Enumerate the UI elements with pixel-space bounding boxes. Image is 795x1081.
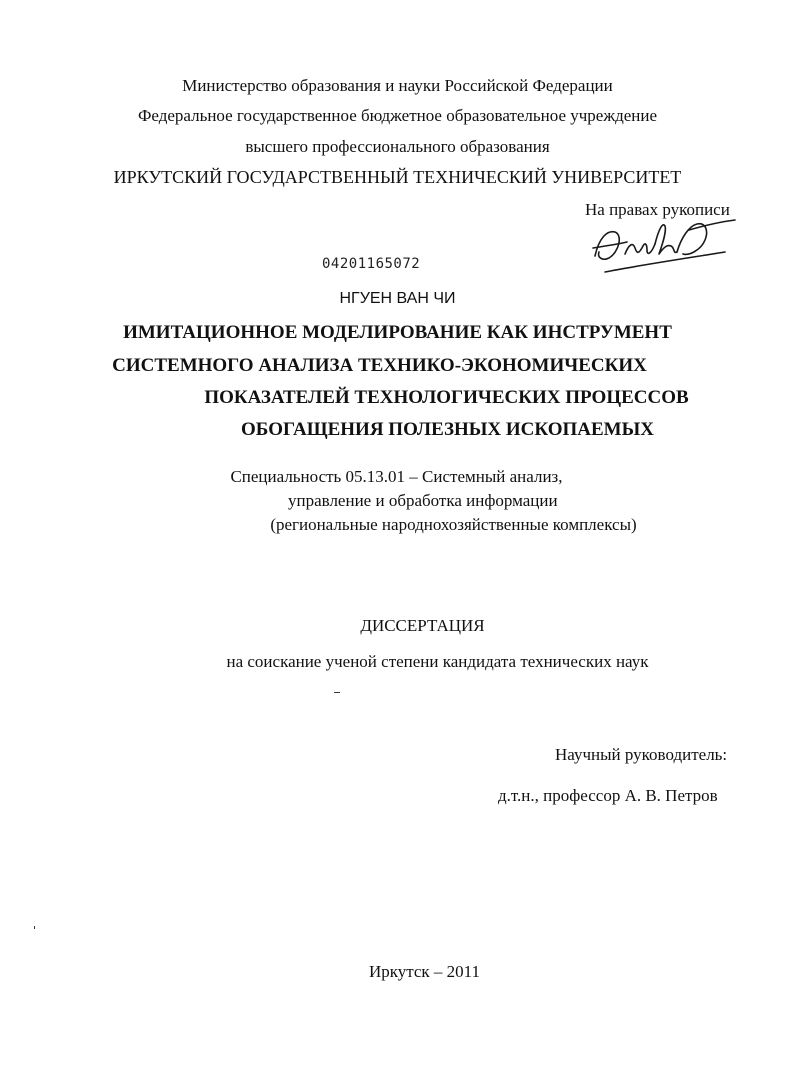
thesis-title-line-4: ОБОГАЩЕНИЯ ПОЛЕЗНЫХ ИСКОПАЕМЫХ xyxy=(241,419,654,440)
place-year: Иркутск – 2011 xyxy=(368,962,481,981)
registration-number: 04201165072 xyxy=(322,256,421,272)
ministry-line: Министерство образования и науки Российской Федерации xyxy=(182,76,613,95)
scan-mark xyxy=(334,692,340,693)
specialty-line-2-text: управление и обработка информации xyxy=(288,491,558,510)
thesis-title-line-3: ПОКАЗАТЕЛЕЙ ТЕХНОЛОГИЧЕСКИХ ПРОЦЕССОВ xyxy=(204,387,689,408)
supervisor-label: Научный руководитель: xyxy=(555,745,728,764)
degree-line: на соискание ученой степени кандидата технических наук xyxy=(226,652,649,671)
specialty-line-1: Специальность 05.13.01 – Системный анализ, xyxy=(230,467,563,486)
rights-note: На правах рукописи xyxy=(585,200,730,219)
supervisor-name: д.т.н., профессор А. В. Петров xyxy=(498,786,718,805)
education-level-line: высшего профессионального образования xyxy=(245,137,550,156)
specialty-line-3: (региональные народнохозяйственные комплексы) xyxy=(270,515,637,534)
university-name: ИРКУТСКИЙ ГОСУДАРСТВЕННЫЙ ТЕХНИЧЕСКИЙ УНИВЕРСИТЕТ xyxy=(113,167,682,187)
signature-image xyxy=(585,208,740,288)
author-name: НГУЕН ВАН ЧИ xyxy=(339,290,456,307)
institution-type-line: Федеральное государственное бюджетное образовательное учреждение xyxy=(137,106,658,125)
document-type: ДИССЕРТАЦИЯ xyxy=(360,616,485,635)
thesis-title-line-2: СИСТЕМНОГО АНАЛИЗА ТЕХНИКО-ЭКОНОМИЧЕСКИХ xyxy=(112,355,647,376)
scan-mark xyxy=(34,926,35,929)
thesis-title-line-1: ИМИТАЦИОННОЕ МОДЕЛИРОВАНИЕ КАК ИНСТРУМЕНТ xyxy=(123,322,672,343)
